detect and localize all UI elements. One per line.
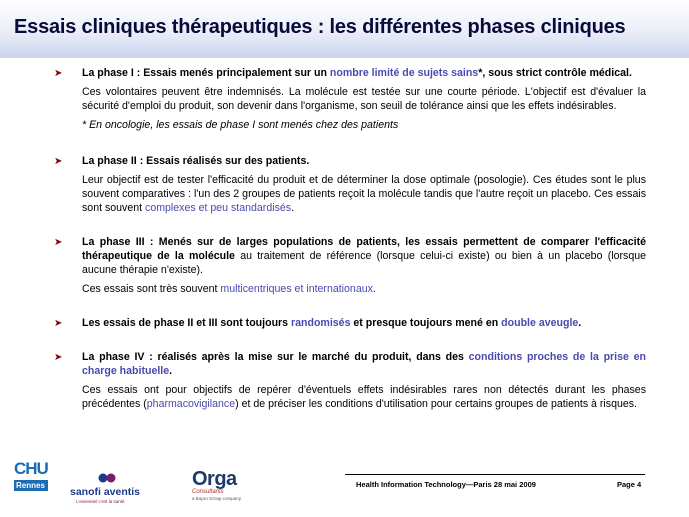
orga-sub2-text: a Bopro Group company bbox=[192, 496, 242, 501]
slide-content bbox=[56, 66, 646, 425]
highlight-text: double aveugle bbox=[501, 317, 579, 329]
heading-text: . bbox=[578, 317, 582, 329]
sanofi-mark-icon bbox=[96, 472, 118, 484]
heading-text: au traitement de référence (lorsque celui-ci existe) ou bien à un placebo (lorsque aucune thérapie n'existe). bbox=[82, 250, 646, 276]
sanofi-tagline: L'essentiel c'est la santé bbox=[76, 499, 125, 504]
heading-text: La phase IV : réalisés après la mise sur le marché du produit, dans des bbox=[82, 351, 469, 363]
highlight-text: conditions proches de la prise en charge habituelle bbox=[82, 351, 646, 377]
chu-logo-text: CHU bbox=[14, 459, 48, 478]
section-paragraph bbox=[82, 173, 646, 215]
paragraph-text: Ces essais sont très souvent bbox=[82, 283, 221, 295]
highlight-text: randomisés bbox=[291, 317, 351, 329]
sanofi-aventis-logo bbox=[70, 472, 148, 502]
section-heading bbox=[82, 66, 646, 80]
heading-text: et presque toujours mené en bbox=[350, 317, 502, 329]
page-number: Page 4 bbox=[617, 480, 642, 489]
highlight-text: pharmacovigilance bbox=[146, 398, 236, 410]
paragraph-text: Leur objectif est de tester l'efficacité du produit et de déterminer la dose optimale (posologie). Ces études sont le plus souvent comparatives : l'un des 2 groupes de patients reçoit la molécule tandis que l'autre reçoit un placebo. Ces essais sont souvent bbox=[82, 174, 646, 214]
bullet-arrow-icon: ➤ bbox=[54, 352, 63, 363]
footnote: * En oncologie, les essais de phase I sont menés chez des patients bbox=[82, 119, 399, 131]
title-bar bbox=[0, 0, 689, 58]
highlight-text: multicentriques et internationaux bbox=[220, 283, 373, 295]
highlight-text: nombre limité de sujets sains bbox=[329, 67, 479, 79]
paragraph-text: Ces essais ont pour objectifs de repérer d'éventuels effets indésirables rares non détectés durant les phases précédentes ( bbox=[82, 384, 646, 410]
section-paragraph bbox=[82, 282, 646, 296]
section-phase-1 bbox=[56, 66, 646, 132]
bullet-arrow-icon: ➤ bbox=[54, 318, 63, 329]
paragraph-text: ) et de préciser les conditions d'utilisation pour certains groupes de patients à risques. bbox=[235, 398, 637, 410]
heading-text: *, sous strict contrôle médical. bbox=[478, 67, 632, 79]
heading-text: Les essais de phase II et III sont toujours bbox=[82, 317, 291, 329]
section-paragraph: Ces volontaires peuvent être indemnisés. La molécule est testée sur une courte période. L'objectif est d'évaluer la sécurité d'emploi du produit, son devenir dans l'organisme, son seuil de tolérance ainsi que les effets indésirables. bbox=[82, 86, 646, 112]
sanofi-logo-text: sanofi aventis bbox=[70, 486, 141, 498]
section-heading bbox=[82, 316, 646, 330]
section-heading bbox=[82, 235, 646, 277]
footer-divider bbox=[345, 474, 645, 475]
section-phase-4 bbox=[56, 350, 646, 411]
orga-sub-text: Consultants bbox=[192, 489, 224, 495]
bullet-arrow-icon: ➤ bbox=[54, 156, 63, 167]
paragraph-text: . bbox=[291, 202, 295, 214]
orga-logo-text: Orga bbox=[192, 468, 237, 490]
highlight-text: complexes et peu standardisés bbox=[145, 202, 292, 214]
heading-text: La phase III : Menés sur de larges populations de patients, les essais permettent de comparer l'efficacité thérapeutique de la molécule bbox=[82, 236, 646, 262]
page-title: Essais cliniques thérapeutiques : les différentes phases cliniques bbox=[14, 16, 626, 38]
section-phase-2 bbox=[56, 154, 646, 215]
section-heading: La phase II : Essais réalisés sur des patients. bbox=[82, 155, 310, 167]
bullet-arrow-icon: ➤ bbox=[54, 68, 63, 79]
section-phase-2-3 bbox=[56, 316, 646, 330]
rennes-logo-text: Rennes bbox=[14, 480, 48, 491]
bullet-arrow-icon: ➤ bbox=[54, 237, 63, 248]
section-paragraph bbox=[82, 383, 646, 411]
orga-consultants-logo bbox=[192, 469, 252, 503]
footer-text: Health Information Technology—Paris 28 mai 2009 bbox=[356, 480, 536, 489]
section-phase-3 bbox=[56, 235, 646, 296]
heading-text: La phase I : Essais menés principalement sur un bbox=[82, 67, 330, 79]
chu-rennes-logo bbox=[14, 460, 52, 504]
heading-text: . bbox=[169, 365, 173, 377]
paragraph-text: . bbox=[372, 283, 376, 295]
section-heading bbox=[82, 350, 646, 378]
